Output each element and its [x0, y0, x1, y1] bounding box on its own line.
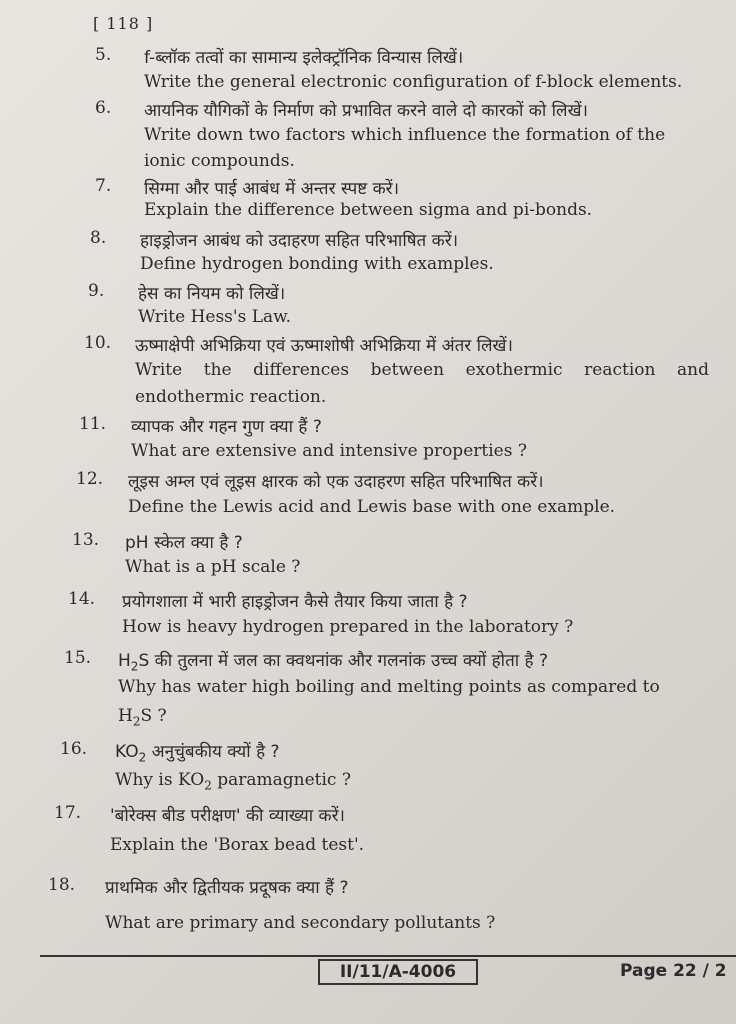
question-hindi: व्यापक और गहन गुण क्या हैं ?: [131, 417, 322, 437]
question-english: How is heavy hydrogen prepared in the laboratory ?: [122, 617, 574, 637]
question-english: What are primary and secondary pollutants ?: [105, 913, 496, 933]
question-english: [135, 360, 709, 380]
question-english: Define the Lewis acid and Lewis base with one example.: [128, 497, 616, 517]
question-english: endothermic reaction.: [135, 387, 327, 407]
question-hindi: f-ब्लॉक तत्वों का सामान्य इलेक्ट्रॉनिक विन्यास लिखें।: [144, 48, 464, 68]
question-english: Write the general electronic configuration of f-block elements.: [144, 72, 683, 92]
formula-subscript: 2: [130, 659, 139, 674]
text-part: S ?: [140, 706, 167, 726]
question-hindi: लूइस अम्ल एवं लूइस क्षारक को एक उदाहरण सहित परिभाषित करें।: [128, 472, 544, 492]
question-number: 12.: [76, 469, 104, 489]
question-english: ionic compounds.: [144, 151, 295, 171]
question-english: Why has water high boiling and melting points as compared to: [118, 677, 660, 697]
text-part: Why is KO: [115, 770, 205, 790]
question-number: 16.: [60, 739, 88, 759]
formula-part: H: [118, 706, 133, 726]
question-english: What is a pH scale ?: [125, 557, 301, 577]
question-number: 14.: [68, 589, 96, 609]
question-hindi: हाइड्रोजन आबंध को उदाहरण सहित परिभाषित करें।: [140, 231, 459, 251]
question-number: 8.: [90, 228, 107, 248]
formula-part: H: [118, 651, 131, 671]
question-hindi: pH स्केल क्या है ?: [125, 533, 243, 553]
formula-part: KO: [115, 742, 139, 762]
question-number: 6.: [95, 98, 112, 118]
question-english: Write down two factors which influence the formation of the: [144, 125, 666, 145]
question-hindi: प्राथमिक और द्वितीयक प्रदूषक क्या हैं ?: [105, 878, 349, 898]
text-part: अनुचुंबकीय क्यों है ?: [146, 742, 280, 762]
text-part: S की तुलना में जल का क्वथनांक और गलनांक उच्च क्यों होता है ?: [138, 651, 549, 671]
question-english: Write Hess's Law.: [138, 307, 292, 327]
question-english: What are extensive and intensive properties ?: [131, 441, 527, 461]
question-number: 11.: [79, 414, 107, 434]
question-number: 15.: [64, 648, 92, 668]
question-hindi: सिग्मा और पाई आबंध में अन्तर स्पष्ट करें।: [144, 179, 400, 199]
question-english: Explain the difference between sigma and pi-bonds.: [144, 200, 593, 220]
question-number: 7.: [95, 176, 112, 196]
question-hindi: हेस का नियम को लिखें।: [138, 284, 286, 304]
question-english: [115, 770, 351, 792]
question-english: Explain the 'Borax bead test'.: [110, 835, 365, 855]
question-number: 17.: [54, 803, 82, 823]
question-hindi: [115, 739, 280, 764]
question-hindi: [118, 648, 548, 673]
paper-code: II/11/A-4006: [318, 959, 478, 985]
formula-subscript: 2: [204, 778, 212, 793]
question-number: 18.: [48, 875, 76, 895]
page-indicator: Page 22 / 2: [620, 961, 727, 981]
question-english: [118, 706, 167, 728]
page-number: [ 118 ]: [93, 14, 154, 33]
question-hindi: प्रयोगशाला में भारी हाइड्रोजन कैसे तैयार किया जाता है ?: [122, 592, 468, 612]
question-number: 5.: [95, 45, 112, 65]
question-number: 9.: [88, 281, 105, 301]
justified-line: Write the differences between exothermic reaction and: [135, 360, 709, 380]
question-number: 13.: [72, 530, 100, 550]
question-english: Define hydrogen bonding with examples.: [140, 254, 494, 274]
question-hindi: आयनिक यौगिकों के निर्माण को प्रभावित करने वाले दो कारकों को लिखें।: [144, 101, 588, 121]
formula-subscript: 2: [138, 750, 147, 765]
question-number: 10.: [84, 333, 112, 353]
footer-divider: [40, 955, 736, 957]
question-hindi: 'बोरेक्स बीड परीक्षण' की व्याख्या करें।: [110, 806, 345, 826]
question-hindi: ऊष्माक्षेपी अभिक्रिया एवं ऊष्माशोषी अभिक्रिया में अंतर लिखें।: [135, 336, 513, 356]
text-part: paramagnetic ?: [211, 770, 351, 790]
formula-subscript: 2: [132, 714, 141, 729]
